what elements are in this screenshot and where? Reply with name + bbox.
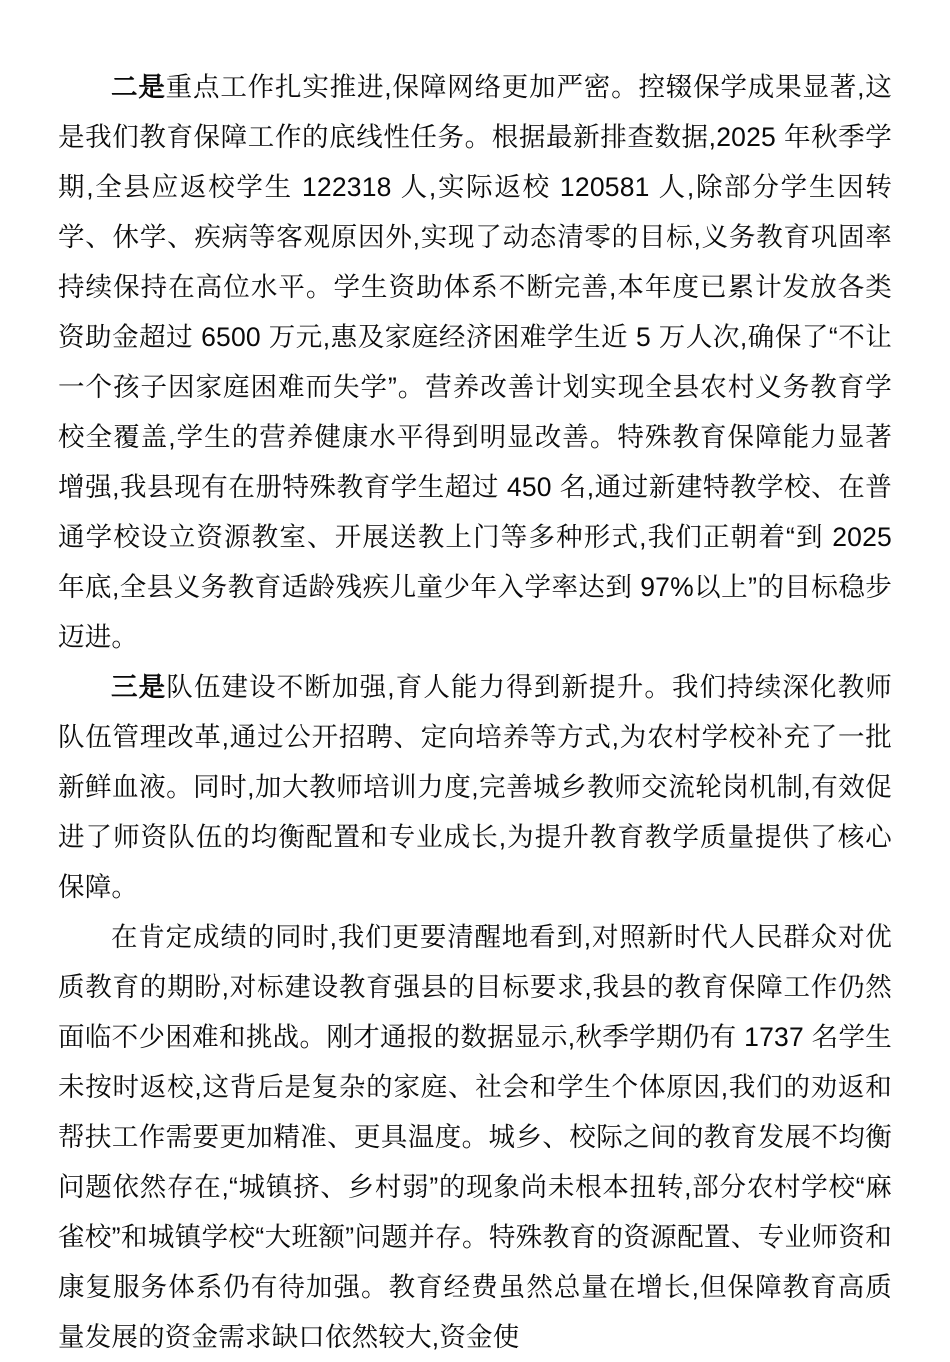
document-body xyxy=(58,62,892,1362)
paragraph-lead-label-san-shi: 三是 xyxy=(111,672,167,702)
paragraph-san-shi xyxy=(58,662,892,912)
paragraph-lead-label-er-shi: 二是 xyxy=(111,72,166,102)
paragraph-challenges xyxy=(58,912,892,1362)
paragraph-text-er-shi: 重点工作扎实推进,保障网络更加严密。控辍保学成果显著,这是我们教育保障工作的底线性任务。根据最新排查数据,2025 年秋季学期,全县应返校学生 122318 人,实际返校 120581 人,除部分学生因转学、休学、疾病等客观原因外,实现了动态清零的目标,义务教育巩固率持续保持在高位水平。学生资助体系不断完善,本年度已累计发放各类资助金超过 6500 万元,惠及家庭经济困难学生近 5 万人次,确保了“不让一个孩子因家庭困难而失学”。营养改善计划实现全县农村义务教育学校全覆盖,学生的营养健康水平得到明显改善。特殊教育保障能力显著增强,我县现有在册特殊教育学生超过 450 名,通过新建特教学校、在普通学校设立资源教室、开展送教上门等多种形式,我们正朝着“到 2025 年底,全县义务教育适龄残疾儿童少年入学率达到 97%以上”的目标稳步迈进。 xyxy=(58,72,893,652)
paragraph-text-challenges: 在肯定成绩的同时,我们更要清醒地看到,对照新时代人民群众对优质教育的期盼,对标建设教育强县的目标要求,我县的教育保障工作仍然面临不少困难和挑战。刚才通报的数据显示,秋季学期仍有 1737 名学生未按时返校,这背后是复杂的家庭、社会和学生个体原因,我们的劝返和帮扶工作需要更加精准、更具温度。城乡、校际之间的教育发展不均衡问题依然存在,“城镇挤、乡村弱”的现象尚未根本扭转,部分农村学校“麻雀校”和城镇学校“大班额”问题并存。特殊教育的资源配置、专业师资和康复服务体系仍有待加强。教育经费虽然总量在增长,但保障教育高质量发展的资金需求缺口依然较大,资金使 xyxy=(58,922,892,1352)
paragraph-er-shi xyxy=(58,62,892,662)
paragraph-text-san-shi: 队伍建设不断加强,育人能力得到新提升。我们持续深化教师队伍管理改革,通过公开招聘、定向培养等方式,为农村学校补充了一批新鲜血液。同时,加大教师培训力度,完善城乡教师交流轮岗机制,有效促进了师资队伍的均衡配置和专业成长,为提升教育教学质量提供了核心保障。 xyxy=(58,672,892,902)
